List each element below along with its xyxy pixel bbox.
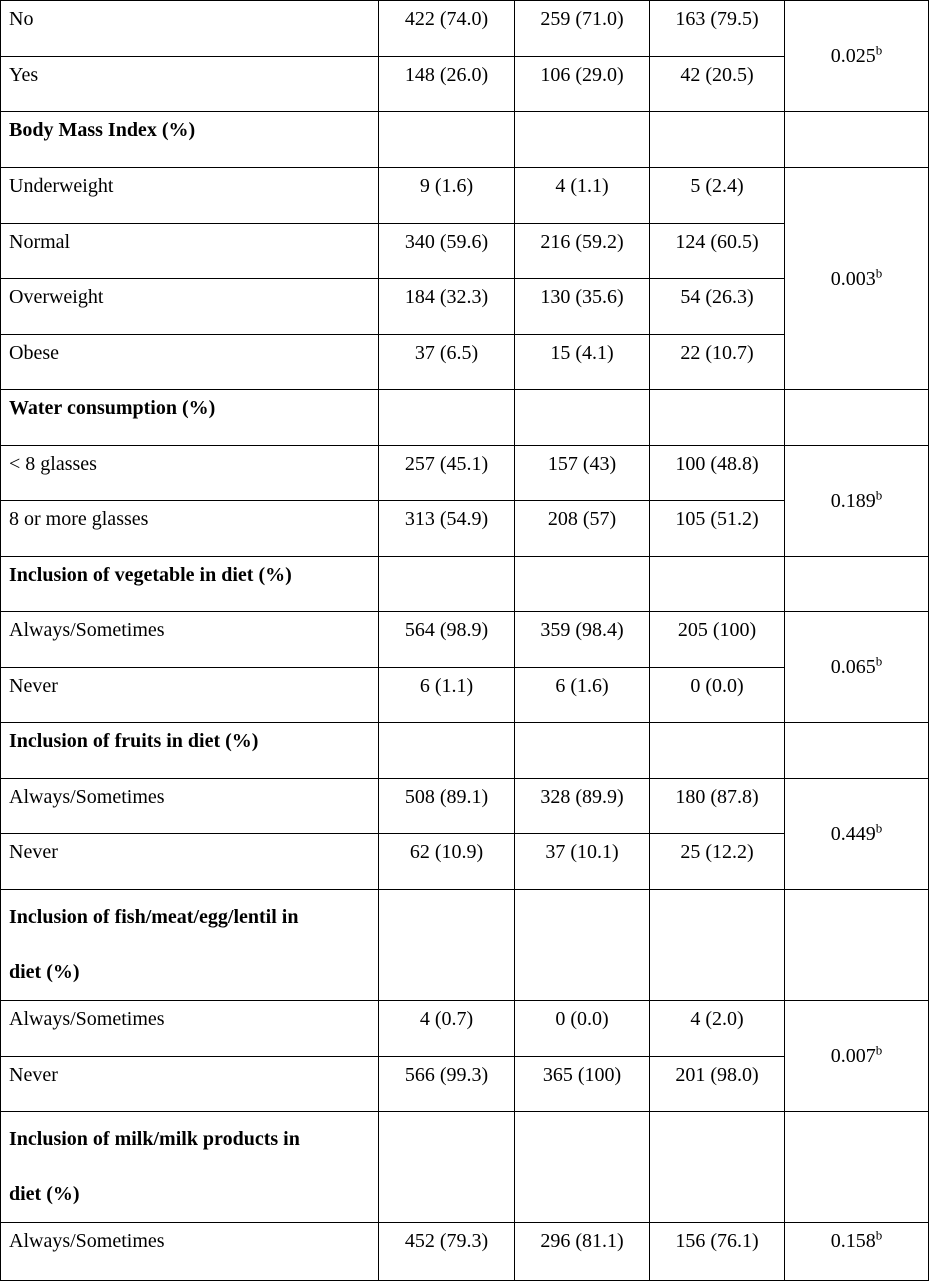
value-cell: 9 (1.6) — [379, 168, 515, 224]
section-header-row — [1, 723, 929, 779]
section-header-cell: Body Mass Index (%) — [1, 112, 379, 168]
value-cell — [515, 112, 650, 168]
row-label-cell: Underweight — [1, 168, 379, 224]
value-cell: 340 (59.6) — [379, 224, 515, 279]
value-cell: 157 (43) — [515, 446, 650, 501]
p-value-cell — [785, 168, 929, 390]
p-value-cell — [785, 446, 929, 557]
p-value-cell — [785, 1223, 929, 1281]
value-cell — [650, 723, 785, 779]
p-value-cell — [785, 723, 929, 779]
value-cell: 4 (2.0) — [650, 1001, 785, 1057]
section-header-cell — [1, 890, 379, 1001]
value-cell: 148 (26.0) — [379, 57, 515, 112]
value-cell: 22 (10.7) — [650, 335, 785, 390]
p-value: 0.449 — [830, 823, 876, 845]
value-cell: 0 (0.0) — [650, 668, 785, 723]
row-label-cell: < 8 glasses — [1, 446, 379, 501]
section-header-row — [1, 112, 929, 168]
row-label-cell: Obese — [1, 335, 379, 390]
row-label-cell: Normal — [1, 224, 379, 279]
p-value-cell — [785, 612, 929, 723]
value-cell — [650, 1112, 785, 1223]
value-cell: 4 (1.1) — [515, 168, 650, 224]
table-row — [1, 1223, 929, 1281]
value-cell: 105 (51.2) — [650, 501, 785, 557]
p-value-superscript: b — [875, 42, 883, 58]
p-value-cell — [785, 1001, 929, 1112]
value-cell — [515, 890, 650, 1001]
section-header-row — [1, 890, 929, 1001]
p-value: 0.189 — [830, 490, 876, 512]
value-cell: 25 (12.2) — [650, 834, 785, 890]
value-cell — [515, 723, 650, 779]
value-cell — [650, 112, 785, 168]
p-value-cell — [785, 390, 929, 446]
p-value: 0.007 — [830, 1045, 876, 1067]
table-row — [1, 779, 929, 834]
p-value-superscript: b — [875, 264, 883, 280]
row-label-cell: Never — [1, 668, 379, 723]
value-cell: 124 (60.5) — [650, 224, 785, 279]
p-value-cell — [785, 1112, 929, 1223]
value-cell: 42 (20.5) — [650, 57, 785, 112]
section-header-label: Inclusion of milk/milk products in — [9, 1128, 300, 1150]
p-value: 0.065 — [830, 656, 876, 678]
value-cell: 156 (76.1) — [650, 1223, 785, 1281]
value-cell: 5 (2.4) — [650, 168, 785, 224]
p-value: 0.158 — [830, 1230, 876, 1252]
value-cell: 6 (1.6) — [515, 668, 650, 723]
row-label-cell: Yes — [1, 57, 379, 112]
p-value-cell — [785, 557, 929, 612]
value-cell: 259 (71.0) — [515, 1, 650, 57]
table-row — [1, 1, 929, 57]
p-value-superscript: b — [875, 487, 883, 503]
section-header-cell: Inclusion of fruits in diet (%) — [1, 723, 379, 779]
table-row — [1, 1001, 929, 1057]
value-cell: 452 (79.3) — [379, 1223, 515, 1281]
row-label-cell: Never — [1, 834, 379, 890]
section-header-label: Inclusion of fish/meat/egg/lentil in — [9, 906, 299, 928]
value-cell — [379, 390, 515, 446]
value-cell: 296 (81.1) — [515, 1223, 650, 1281]
p-value-cell — [785, 112, 929, 168]
value-cell: 130 (35.6) — [515, 279, 650, 335]
value-cell: 216 (59.2) — [515, 224, 650, 279]
row-label-cell: Always/Sometimes — [1, 1001, 379, 1057]
value-cell — [515, 390, 650, 446]
value-cell — [379, 557, 515, 612]
value-cell: 201 (98.0) — [650, 1057, 785, 1112]
value-cell: 566 (99.3) — [379, 1057, 515, 1112]
row-label-cell: 8 or more glasses — [1, 501, 379, 557]
value-cell: 37 (10.1) — [515, 834, 650, 890]
value-cell — [379, 723, 515, 779]
p-value-cell — [785, 1, 929, 112]
row-label-cell: Never — [1, 1057, 379, 1112]
value-cell: 508 (89.1) — [379, 779, 515, 834]
value-cell: 54 (26.3) — [650, 279, 785, 335]
value-cell: 100 (48.8) — [650, 446, 785, 501]
value-cell — [379, 1112, 515, 1223]
value-cell: 365 (100) — [515, 1057, 650, 1112]
p-value: 0.025 — [830, 45, 876, 67]
section-header-label-cont: diet (%) — [9, 961, 80, 983]
value-cell — [650, 557, 785, 612]
value-cell — [515, 557, 650, 612]
table-row — [1, 612, 929, 668]
value-cell — [650, 390, 785, 446]
p-value-superscript: b — [875, 820, 883, 836]
value-cell: 62 (10.9) — [379, 834, 515, 890]
value-cell: 6 (1.1) — [379, 668, 515, 723]
value-cell — [379, 112, 515, 168]
row-label-cell: Always/Sometimes — [1, 1223, 379, 1281]
p-value-cell — [785, 779, 929, 890]
row-label-cell: No — [1, 1, 379, 57]
value-cell — [515, 1112, 650, 1223]
section-header-row — [1, 557, 929, 612]
value-cell: 328 (89.9) — [515, 779, 650, 834]
p-value-cell — [785, 890, 929, 1001]
value-cell: 37 (6.5) — [379, 335, 515, 390]
table-body — [1, 1, 929, 1281]
value-cell: 313 (54.9) — [379, 501, 515, 557]
value-cell — [650, 890, 785, 1001]
row-label-cell: Overweight — [1, 279, 379, 335]
value-cell: 422 (74.0) — [379, 1, 515, 57]
value-cell: 205 (100) — [650, 612, 785, 668]
value-cell: 184 (32.3) — [379, 279, 515, 335]
value-cell: 4 (0.7) — [379, 1001, 515, 1057]
table-row — [1, 446, 929, 501]
section-header-cell: Inclusion of vegetable in diet (%) — [1, 557, 379, 612]
value-cell: 564 (98.9) — [379, 612, 515, 668]
value-cell: 163 (79.5) — [650, 1, 785, 57]
value-cell: 180 (87.8) — [650, 779, 785, 834]
section-header-row — [1, 1112, 929, 1223]
value-cell: 106 (29.0) — [515, 57, 650, 112]
value-cell: 257 (45.1) — [379, 446, 515, 501]
value-cell: 208 (57) — [515, 501, 650, 557]
p-value-superscript: b — [875, 1042, 883, 1058]
row-label-cell: Always/Sometimes — [1, 612, 379, 668]
section-header-cell: Water consumption (%) — [1, 390, 379, 446]
value-cell — [379, 890, 515, 1001]
section-header-cell — [1, 1112, 379, 1223]
section-header-label-cont: diet (%) — [9, 1183, 80, 1205]
p-value-superscript: b — [875, 1227, 883, 1243]
p-value: 0.003 — [830, 267, 876, 290]
value-cell: 15 (4.1) — [515, 335, 650, 390]
table-row — [1, 168, 929, 224]
value-cell: 359 (98.4) — [515, 612, 650, 668]
p-value-superscript: b — [875, 653, 883, 669]
section-header-row — [1, 390, 929, 446]
value-cell: 0 (0.0) — [515, 1001, 650, 1057]
row-label-cell: Always/Sometimes — [1, 779, 379, 834]
